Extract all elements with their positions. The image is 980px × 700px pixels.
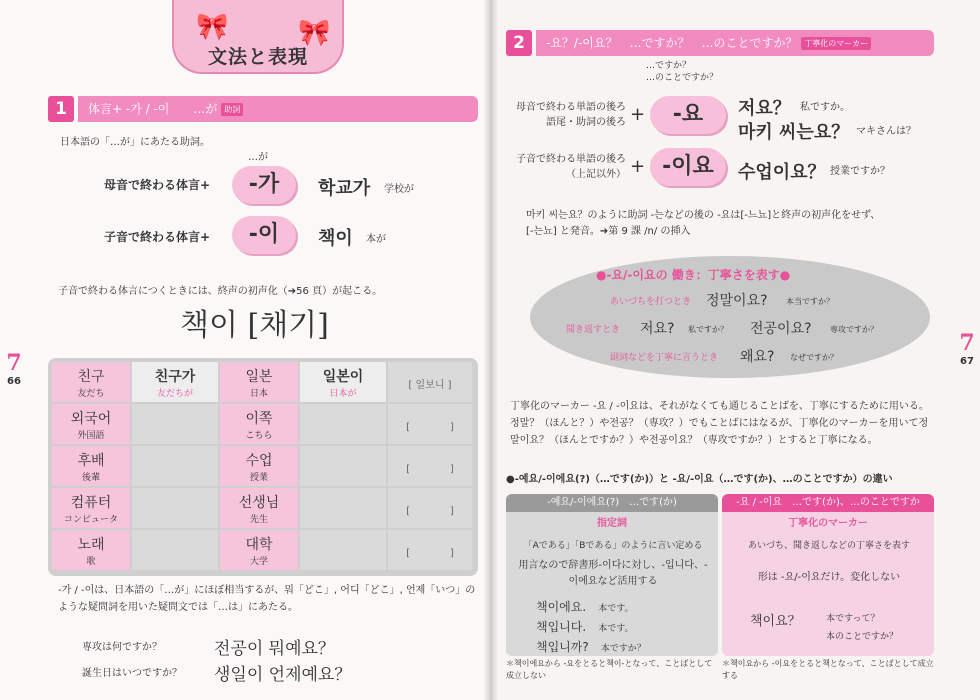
oval-jp-3: なぜですか？ bbox=[790, 353, 838, 362]
chapter-number: 7 bbox=[6, 350, 22, 376]
particle-ga: -가 bbox=[232, 166, 296, 204]
cell-korean: 대학 bbox=[245, 537, 273, 553]
section-badge: 助詞 bbox=[221, 103, 243, 116]
example-jeoyo: 저요？ bbox=[738, 98, 791, 119]
cell-korean: 선생님 bbox=[238, 495, 280, 511]
compare-left-row1: 「Aである」「Bである」のように言い定める bbox=[523, 541, 703, 551]
example-chaegiyo: 책이요？ bbox=[750, 614, 801, 629]
example-chaegieyo: 책이에요. 本です。 bbox=[536, 600, 634, 614]
example-hakgyoga-jp: 学校が bbox=[384, 184, 414, 195]
oval-label-3: 副詞などを丁寧に言うとき bbox=[610, 353, 719, 363]
liaison-example: 책이 [채기] bbox=[180, 308, 329, 343]
compare-right-foot: ＊책이요から -이요をとると책となって、ことばとして成立する bbox=[722, 659, 934, 680]
liaison-note: 子音で終わる体言につくときには、終声の初声化（➔56 頁）が起こる。 bbox=[58, 286, 383, 297]
cell-korean: [ ] bbox=[406, 506, 454, 517]
cell-korean: [ ] bbox=[406, 548, 454, 559]
cell-japanese: 日本 bbox=[249, 389, 268, 399]
ribbon-icon: 🎀 bbox=[196, 12, 229, 42]
example-jp-2: 誕生日はいつですか？ bbox=[82, 668, 182, 679]
cell-japanese: 先生 bbox=[249, 515, 268, 525]
section-badge: 丁寧化のマーカー bbox=[801, 37, 871, 50]
cell-korean: 외국어 bbox=[70, 411, 112, 427]
example-kr-2: 생일이 언제예요？ bbox=[214, 665, 352, 685]
cell-japanese: 友だちが bbox=[156, 389, 193, 399]
cell-japanese: 日本が bbox=[329, 389, 357, 399]
plus-sign: + bbox=[630, 104, 646, 125]
cell-japanese: 後輩 bbox=[81, 473, 100, 483]
compare-left-foot: ＊책이에요から -요をとると책이-となって、ことばとして成立しない bbox=[506, 659, 713, 680]
intro-text: 日本語の「…が」にあたる助詞。 bbox=[60, 137, 210, 148]
example-makissineunyo: 마키 씨는요？ bbox=[738, 122, 850, 143]
oval-kr-2: 저요? bbox=[640, 321, 675, 337]
cell-korean: 친구 bbox=[77, 369, 105, 385]
cell-korean: [ ] bbox=[406, 464, 454, 475]
section-heading bbox=[536, 30, 934, 56]
oval-title: ●-요/-이요の 働き：丁寧さを表す● bbox=[596, 268, 791, 282]
rule-label-vowel: 母音で終わる体言+ bbox=[104, 178, 211, 192]
compare-title: ●-예요/-이에요(?)（…です(か)）と -요/-이요（…です(か)、…のことですか）の違い bbox=[506, 474, 893, 485]
plus-sign: + bbox=[630, 156, 646, 177]
oval-kr-3: 왜요? bbox=[740, 349, 775, 365]
page-number: 66 bbox=[7, 376, 21, 387]
cell-korean: 친구가 bbox=[154, 369, 196, 385]
compare-right-sub: 丁寧化のマーカー bbox=[788, 518, 868, 529]
section-heading-text: -요？/-이요？ …ですか？ …のことですか？ bbox=[546, 36, 798, 50]
example-chaegimnikka: 책입니까? 本ですか？ bbox=[536, 640, 646, 654]
oval-jp-2: 私ですか？ bbox=[688, 325, 728, 334]
particle-i: -이 bbox=[232, 216, 296, 254]
cell-japanese: こちら bbox=[245, 431, 273, 441]
explanation-text: -가 / -이は、日本語の「…が」にほぼ相当するが、뭐「どこ」, 어디「どこ」, 언제「いつ」のような疑問詞を用いた疑問文では「…は」にあたる。 bbox=[58, 585, 476, 613]
chapter-number: 7 bbox=[959, 330, 975, 356]
compare-left-examples bbox=[536, 598, 646, 658]
cell-korean: 노래 bbox=[77, 537, 105, 553]
example-makissineunyo-jp: マキさんは？ bbox=[856, 126, 916, 137]
note-mid-2: [-는뇨] と発音。➔第 9 課 /n/ の挿入 bbox=[526, 226, 691, 237]
section-heading-text: 体言+ -가 / -이 …が bbox=[88, 102, 218, 116]
cell-japanese: 外国語 bbox=[77, 431, 105, 441]
example-chaegi-jp: 本が bbox=[366, 234, 386, 245]
example-chaegi: 책이 bbox=[318, 228, 353, 249]
cell-japanese: 大学 bbox=[249, 557, 268, 567]
section-number: 1 bbox=[48, 96, 74, 122]
compare-right-row2: 形は -요/-이요だけ。変化しない bbox=[757, 572, 901, 583]
example-chaegimnida: 책입니다. 本です。 bbox=[536, 620, 634, 634]
cell-japanese: 友だち bbox=[77, 389, 105, 399]
rule-label-consonant: 子音で終わる単語の後ろ （上記以外） bbox=[516, 154, 626, 180]
cell-korean: 이쪽 bbox=[245, 411, 273, 427]
example-sueobiyo-jp: 授業ですか？ bbox=[830, 166, 890, 177]
cell-japanese: コンピュータ bbox=[63, 515, 118, 525]
cell-japanese: 授業 bbox=[249, 473, 268, 483]
particle-iyo: -이요 bbox=[650, 148, 726, 186]
cell-korean: 일본 bbox=[245, 369, 273, 385]
particle-yo: -요 bbox=[650, 96, 726, 134]
cell-korean: 일본이 bbox=[322, 369, 364, 385]
ribbon-icon: 🎀 bbox=[298, 18, 331, 48]
example-jp-1: 専攻は何ですか？ bbox=[82, 642, 162, 653]
cell-korean: 컴퓨터 bbox=[70, 495, 112, 511]
oval-kr-2b: 전공이요? bbox=[750, 321, 812, 337]
section-number: 2 bbox=[506, 30, 532, 56]
example-sueobiyo: 수업이요？ bbox=[738, 162, 826, 183]
note-mid-1: 마키 씨는요？のように助詞 -는などの後の -요は[-느뇨]と終声の初声化をせず、 bbox=[526, 210, 881, 221]
note-top: …ですか？ …のことですか？ bbox=[646, 61, 719, 83]
oval-jp-2b: 専攻ですか？ bbox=[830, 325, 878, 334]
example-chaegiyo-jp1: 本ですって？ bbox=[826, 614, 880, 624]
example-hakgyoga: 학교가 bbox=[318, 178, 371, 199]
cell-japanese: 歌 bbox=[86, 557, 96, 567]
right-page-number bbox=[954, 330, 980, 367]
oval-jp-1: 本当ですか？ bbox=[786, 297, 834, 306]
compare-right-row1: あいづち、聞き返しなどの丁寧さを表す bbox=[747, 541, 910, 551]
page-title: 文法と表現 bbox=[208, 46, 309, 68]
cell-korean: 후배 bbox=[77, 453, 105, 469]
example-chaegiyo-jp bbox=[826, 610, 898, 646]
oval-label-2: 聞き返すとき bbox=[566, 325, 621, 335]
example-chaegiyo-jp2: 本のことですか？ bbox=[826, 632, 899, 642]
example-jeoyo-jp: 私ですか。 bbox=[800, 102, 850, 113]
compare-left-row2: 用言なので辞書形-이다に対し、-입니다、-이에요など活用する bbox=[518, 560, 708, 587]
rule-label-consonant: 子音で終わる体言+ bbox=[104, 230, 211, 244]
example-kr-1: 전공이 뭐예요？ bbox=[214, 639, 335, 659]
ga-note: …が bbox=[248, 152, 268, 163]
oval-label-1: あいづちを打つとき bbox=[610, 297, 692, 307]
compare-left-sub: 指定詞 bbox=[597, 518, 627, 529]
explanation-text: 丁寧化のマーカー -요 / -이요は、それがなくても通じることばを、丁寧にするために用いる。정말？（ほんと？）や전공？（専攻？）でもことばにはなるが、丁寧化のマーカーを用いて정말이요？（ほんとですか？）や전공이요？（専攻ですか？）とすると丁寧になる。 bbox=[510, 401, 929, 446]
oval-kr-1: 정말이요? bbox=[706, 293, 768, 309]
compare-left-head: -예요/-이에요(?) …です(か) bbox=[506, 494, 718, 512]
cell-korean: 수업 bbox=[245, 453, 273, 469]
rule-label-vowel: 母音で終わる単語の後ろ 語尾・助詞の後ろ bbox=[516, 102, 626, 128]
cell-korean: [ ] bbox=[406, 422, 454, 433]
page-number: 67 bbox=[960, 356, 974, 367]
compare-right-head: -요 / -이요 …です(か)、…のことですか bbox=[722, 494, 934, 512]
cell-korean: [ 일보니 ] bbox=[408, 380, 452, 391]
